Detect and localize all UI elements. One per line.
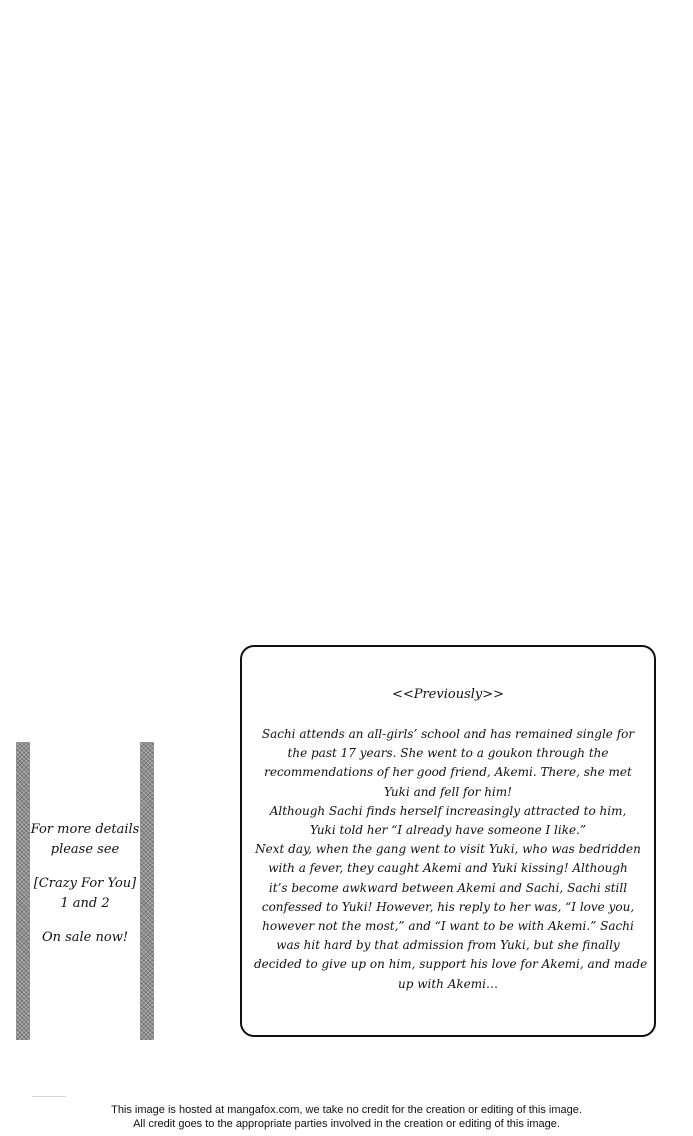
ad-line-title: [Crazy For You] — [33, 876, 137, 891]
screentone-stripe-right — [140, 742, 154, 1040]
summary-line: it’s become awkward between Akemi and Sachi, Sachi still — [268, 880, 628, 895]
ad-line-volumes: 1 and 2 — [60, 896, 110, 911]
disclaimer-line-credit: All credit goes to the appropriate parties involved in the creation or editing of this image. — [133, 1118, 560, 1130]
hosting-disclaimer — [0, 1103, 693, 1131]
disclaimer-line-hosting: This image is hosted at mangafox.com, we take no credit for the creation or editing of this image. — [111, 1104, 582, 1116]
summary-line: the past 17 years. She went to a goukon through the — [287, 746, 609, 761]
summary-line: Yuki and fell for him! — [384, 784, 512, 799]
advertisement-panel — [16, 742, 154, 1040]
summary-line: Although Sachi finds herself increasingly attracted to him, — [269, 803, 627, 818]
summary-line: decided to give up on him, support his love for Akemi, and made — [254, 957, 648, 972]
summary-line: with a fever, they caught Akemi and Yuki kissing! Although — [268, 861, 628, 876]
summary-line: Next day, when the gang went to visit Yuki, who was bedridden — [255, 842, 641, 857]
advertisement-text — [30, 820, 140, 948]
summary-line: however not the most,” and “I want to be with Akemi.” Sachi — [262, 919, 634, 934]
summary-line: confessed to Yuki! However, his reply to her was, “I love you, — [261, 899, 635, 914]
summary-line: Yuki told her “I already have someone I like.” — [309, 823, 587, 838]
ad-line-on-sale: On sale now! — [41, 930, 129, 945]
summary-heading: <<Previously>> — [391, 687, 505, 702]
scan-artifact — [32, 1096, 66, 1097]
summary-line: Sachi attends an all-girls’ school and has remained single for — [261, 727, 635, 741]
summary-line: up with Akemi… — [398, 976, 498, 991]
summary-line: recommendations of her good friend, Akemi. There, she met — [264, 765, 632, 780]
summary-line: was hit hard by that admission from Yuki, but she finally — [276, 938, 620, 953]
summary-text — [254, 725, 648, 994]
ad-line-see: please see — [50, 842, 120, 857]
previously-summary-box — [240, 645, 656, 1037]
ad-line-details: For more details — [30, 822, 140, 837]
screentone-stripe-left — [16, 742, 30, 1040]
